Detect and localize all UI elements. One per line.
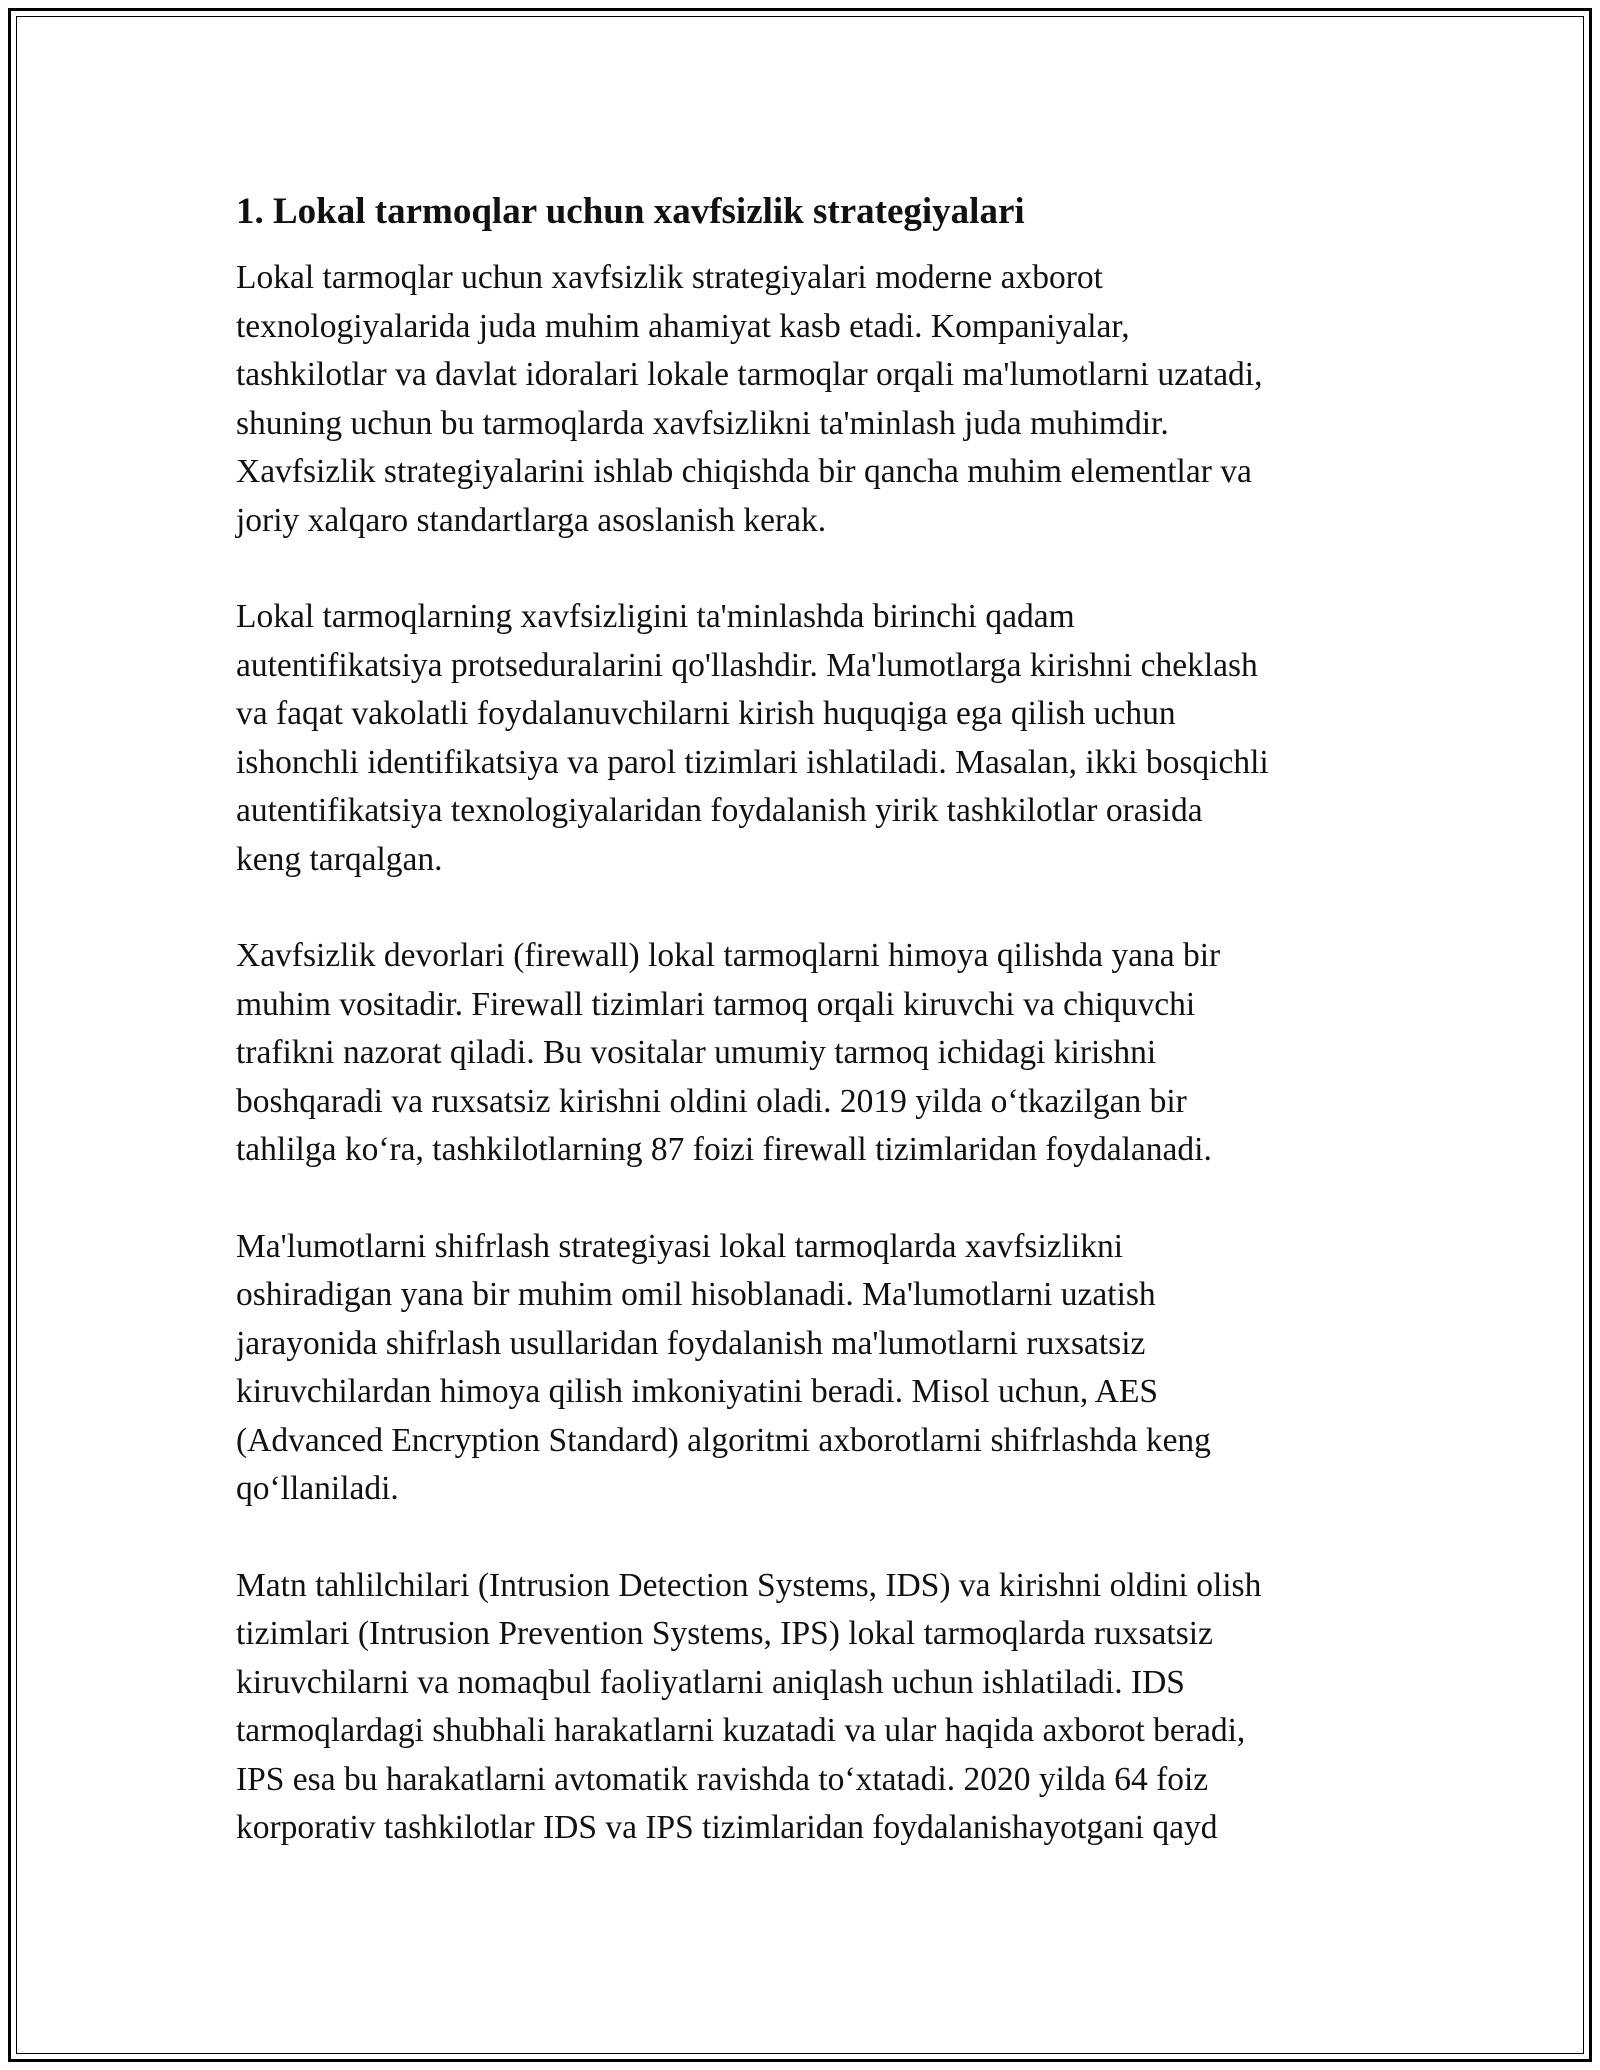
paragraph-line: va faqat vakolatli foydalanuvchilarni kirish huquqiga ega qilish uchun [236, 695, 1176, 732]
paragraph [236, 1223, 1376, 1514]
paragraph-line: Lokal tarmoqlarning xavfsizligini ta'minlashda birinchi qadam [236, 598, 1075, 635]
paragraph-line: jarayonida shifrlash usullaridan foydalanish ma'lumotlarni ruxsatsiz [236, 1324, 1146, 1362]
paragraph-line: Xavfsizlik strategiyalarini ishlab chiqishda bir qancha muhim elementlar va [236, 453, 1252, 490]
paragraph-line: tarmoqlardagi shubhali harakatlarni kuzatadi va ular haqida axborot beradi, [236, 1712, 1246, 1749]
paragraph-line: texnologiyalarida juda muhim ahamiyat kasb etadi. Kompaniyalar, [236, 307, 1130, 345]
paragraph-line: joriy xalqaro standartlarga asoslanish kerak. [236, 501, 827, 539]
paragraph-line: Matn tahlilchilari (Intrusion Detection Systems, IDS) va kirishni oldini olish [236, 1566, 1262, 1604]
paragraph-line: Xavfsizlik devorlari (firewall) lokal tarmoqlarni himoya qilishda yana bir [236, 937, 1221, 974]
paragraph [236, 593, 1376, 884]
paragraph-line: tizimlari (Intrusion Prevention Systems, IPS) lokal tarmoqlarda ruxsatsiz [236, 1615, 1213, 1652]
paragraph-line: kiruvchilardan himoya qilish imkoniyatini beradi. Misol uchun, AES [236, 1373, 1159, 1410]
paragraph-line: qo‘llaniladi. [236, 1470, 399, 1507]
paragraph-line: korporativ tashkilotlar IDS va IPS tizimlaridan foydalanishayotgani qayd [236, 1809, 1218, 1846]
paragraph-line: boshqaradi va ruxsatsiz kirishni oldini oladi. 2019 yilda o‘tkazilgan bir [236, 1082, 1187, 1120]
paragraph-line: shuning uchun bu tarmoqlarda xavfsizlikni ta'minlash juda muhimdir. [236, 404, 1169, 442]
paragraph-line: muhim vositadir. Firewall tizimlari tarmoq orqali kiruvchi va chiquvchi [236, 985, 1196, 1023]
paragraph-line: (Advanced Encryption Standard) algoritmi axborotlarni shifrlashda keng [236, 1421, 1211, 1459]
paragraph-line: keng tarqalgan. [236, 840, 443, 878]
paragraph [236, 1562, 1376, 1853]
paragraph [236, 932, 1376, 1175]
section-heading: 1. Lokal tarmoqlar uchun xavfsizlik strategiyalari [236, 191, 1025, 232]
paragraph-line: kiruvchilarni va nomaqbul faoliyatlarni aniqlash uchun ishlatiladi. IDS [236, 1663, 1185, 1701]
paragraph-line: ishonchli identifikatsiya va parol tizimlari ishlatiladi. Masalan, ikki bosqichli [236, 743, 1269, 781]
paragraph-line: trafikni nazorat qiladi. Bu vositalar umumiy tarmoq ichidagi kirishni [236, 1034, 1157, 1071]
paragraph-line: Ma'lumotlarni shifrlash strategiyasi lokal tarmoqlarda xavfsizlikni [236, 1227, 1124, 1265]
paragraph-list [236, 254, 1376, 1853]
paragraph-line: Lokal tarmoqlar uchun xavfsizlik strategiyalari moderne axborot [236, 259, 1103, 296]
document-body [236, 180, 1376, 1901]
paragraph-line: oshiradigan yana bir muhim omil hisoblanadi. Ma'lumotlarni uzatish [236, 1276, 1156, 1313]
paragraph-line: autentifikatsiya protseduralarini qo'llashdir. Ma'lumotlarga kirishni cheklash [236, 646, 1258, 684]
paragraph-line: autentifikatsiya texnologiyalaridan foydalanish yirik tashkilotlar orasida [236, 792, 1203, 829]
paragraph-line: IPS esa bu harakatlarni avtomatik ravishda to‘xtatadi. 2020 yilda 64 foiz [236, 1760, 1209, 1798]
paragraph [236, 254, 1376, 545]
paragraph-line: tahlilga ko‘ra, tashkilotlarning 87 foizi firewall tizimlaridan foydalanadi. [236, 1131, 1212, 1168]
paragraph-line: tashkilotlar va davlat idoralari lokale tarmoqlar orqali ma'lumotlarni uzatadi, [236, 356, 1263, 393]
